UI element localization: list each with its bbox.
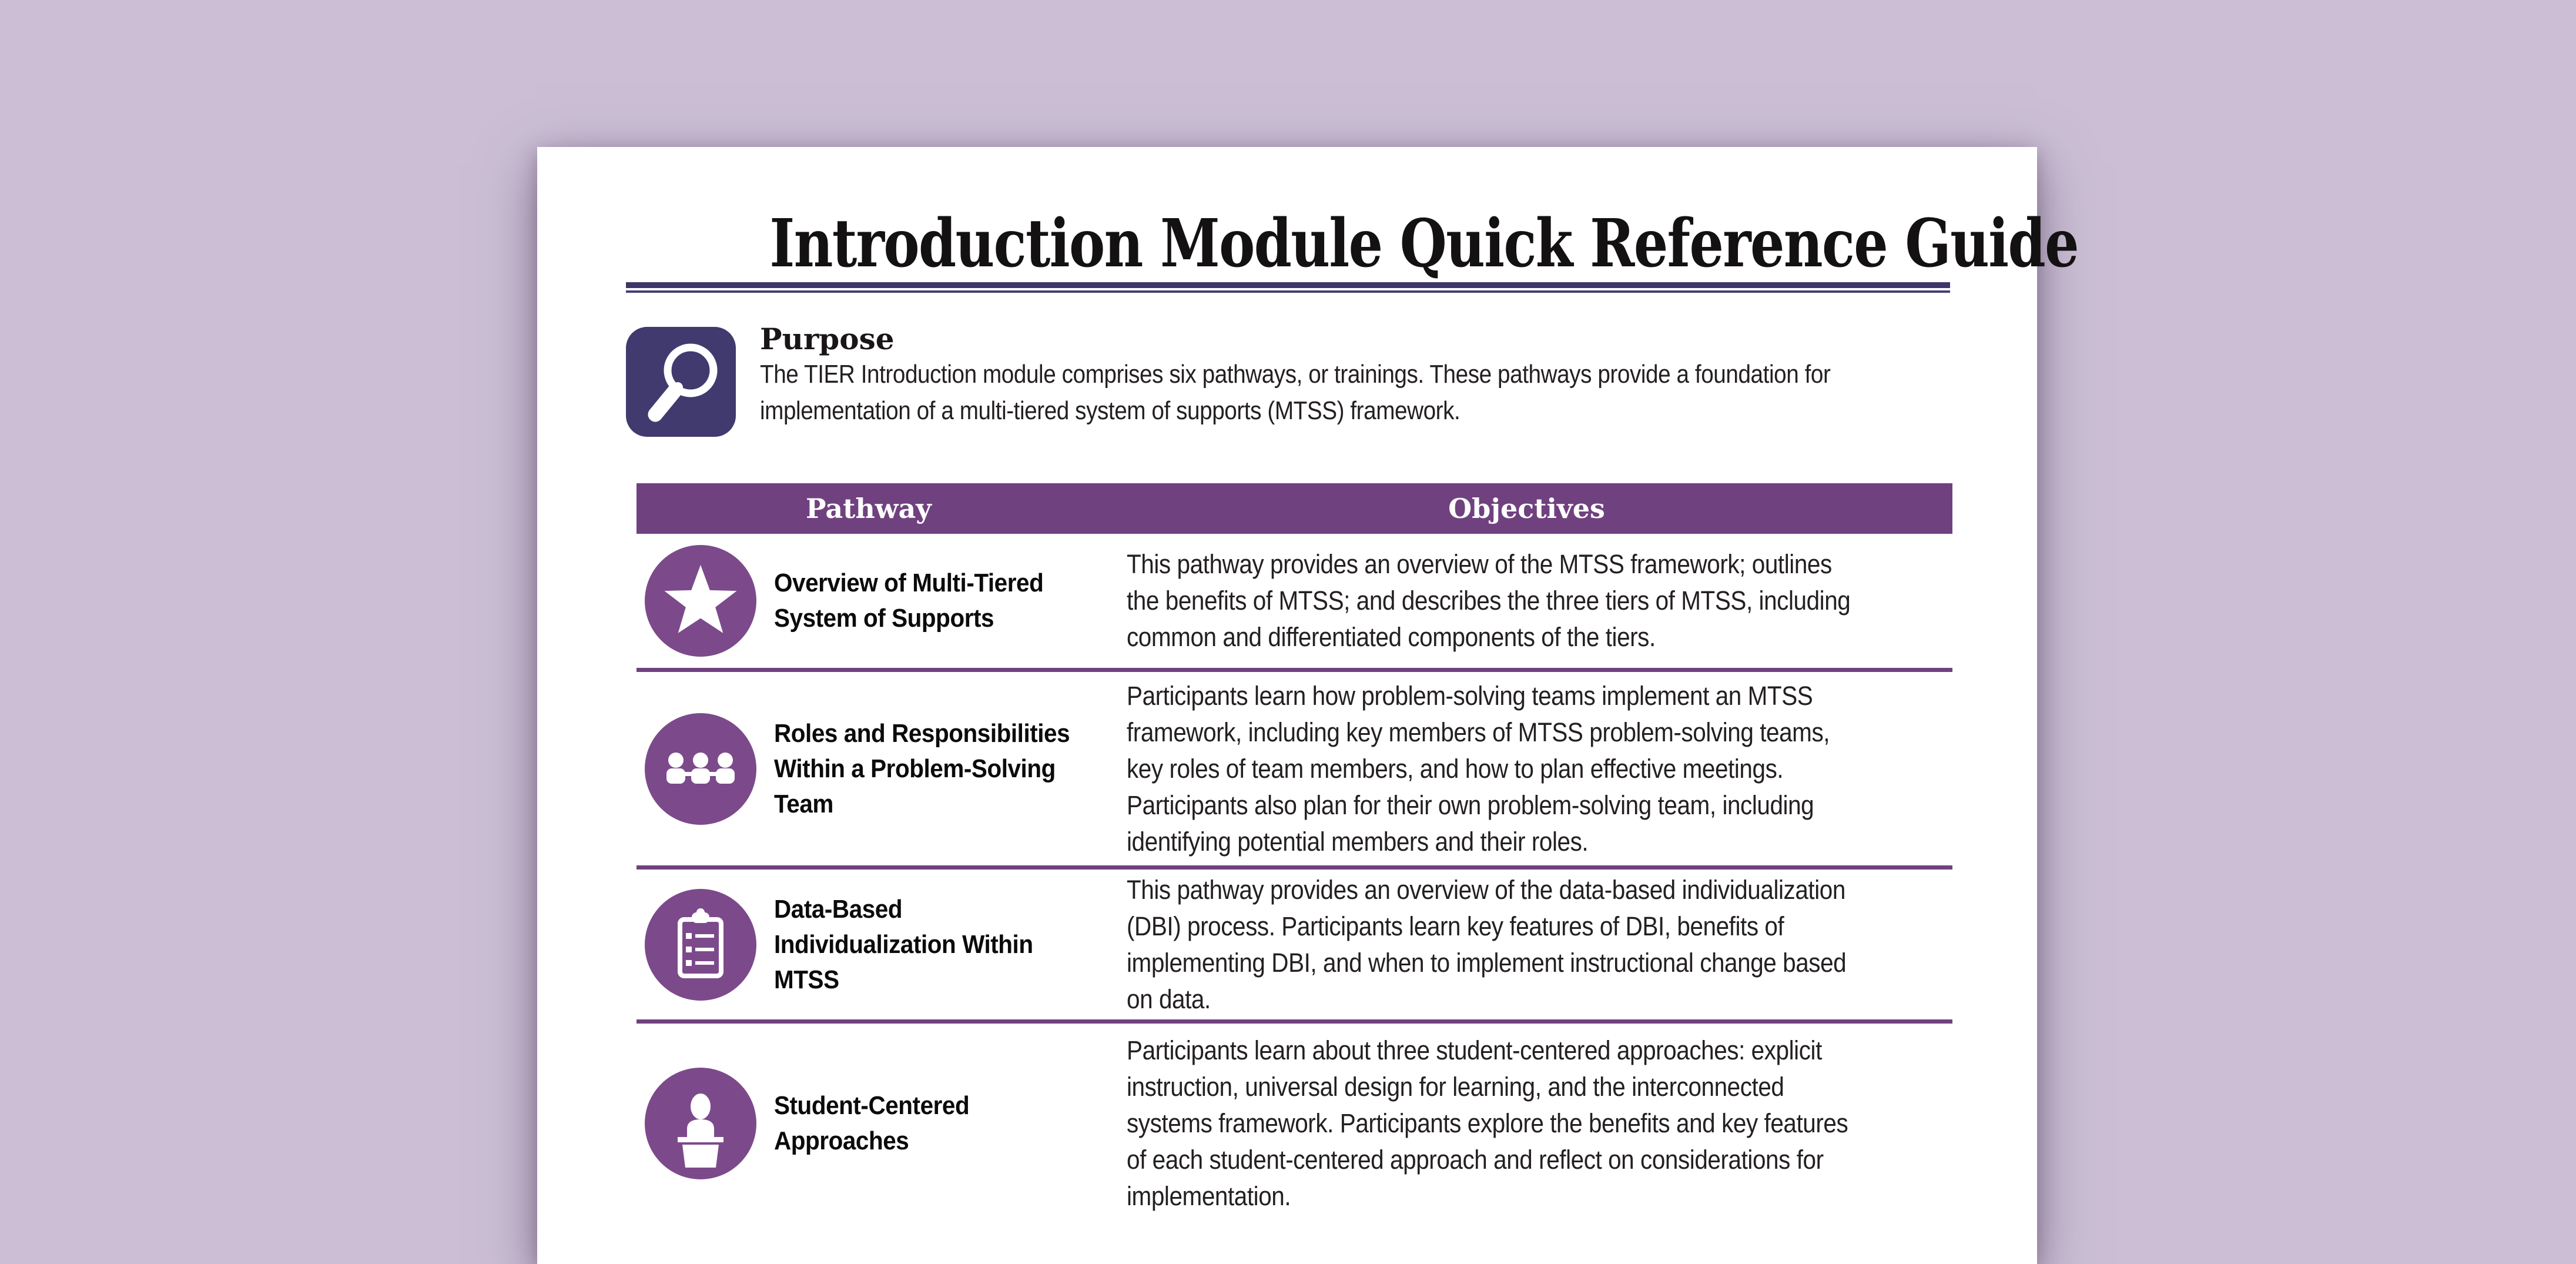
pathways-table: [637, 483, 1952, 1223]
page-title-wrap: [626, 205, 2078, 282]
table-row: [637, 534, 1952, 672]
pathway-name: [774, 566, 1043, 636]
pathway-cell: [637, 534, 1101, 668]
objectives-text: This pathway provides an overview of the data-based individualization (DBI) process. Participants learn key features of DBI, benefits of implementing DBI, and when to implement instructional change based on data.: [1127, 874, 1847, 1014]
pathway-name-line: Individualization Within: [774, 929, 1033, 959]
objectives-text: Participants learn about three student-centered approaches: explicit instruction, universal design for learning, and the interconnected systems framework. Participants explore the benefits and key features of each student-centered approach and reflect on considerations for implementation.: [1127, 1035, 1848, 1211]
team-icon: [645, 713, 756, 825]
pathway-name-line: Student-Centered: [774, 1091, 970, 1120]
star-icon: [645, 545, 756, 657]
pathway-cell: [637, 1024, 1101, 1223]
page-title: Introduction Module Quick Reference Guide: [769, 205, 2078, 282]
pathway-name-line: Within a Problem-Solving: [774, 754, 1056, 783]
objectives-cell: [1101, 1024, 1952, 1223]
pathway-name-line: System of Supports: [774, 604, 994, 633]
pathway-name-line: Overview of Multi-Tiered: [774, 569, 1044, 597]
objectives-cell: [1101, 870, 1952, 1019]
podium-icon: [645, 1068, 756, 1179]
objectives-cell: [1101, 534, 1952, 668]
objectives-text: Participants learn how problem-solving teams implement an MTSS framework, including key members of MTSS problem-solving teams, key roles of team members, and how to plan effective meetings. Participants also plan for their own problem-solving team, including identifying potential members and their roles.: [1127, 680, 1830, 857]
pathway-name-line: Approaches: [774, 1126, 909, 1155]
column-header-objectives: Objectives: [1448, 493, 1605, 524]
title-rule-thick: [626, 282, 1950, 288]
document-page: [537, 147, 2078, 1264]
objectives-text: This pathway provides an overview of the MTSS framework; outlines the benefits of MTSS; and describes the three tiers of MTSS, including common and differentiated components of the tiers.: [1127, 549, 1851, 652]
title-rule-thin: [626, 290, 1950, 293]
table-row: [637, 672, 1952, 870]
purpose-heading: Purpose: [760, 322, 895, 356]
pathway-name-line: MTSS: [774, 965, 839, 994]
pathway-name-line: Team: [774, 789, 833, 818]
pathway-cell: [637, 672, 1101, 865]
pathway-name: [774, 892, 1033, 998]
pathway-name-line: Data-Based: [774, 894, 903, 924]
pathway-name-line: Roles and Responsibilities: [774, 718, 1070, 748]
column-header-pathway: Pathway: [806, 493, 932, 524]
purpose-body: The TIER Introduction module comprises six pathways, or trainings. These pathways provide a foundation for implementation of a multi-tiered system of supports (MTSS) framework.: [760, 360, 1831, 425]
pathway-name: [774, 1088, 969, 1159]
table-row: [637, 870, 1952, 1024]
magnifier-icon: [626, 327, 736, 437]
clipboard-icon: [645, 889, 756, 1001]
objectives-cell: [1101, 672, 1952, 865]
table-row: [637, 1024, 1952, 1223]
pathway-name: [774, 716, 1070, 822]
table-header-row: [637, 483, 1952, 534]
pathway-cell: [637, 870, 1101, 1019]
